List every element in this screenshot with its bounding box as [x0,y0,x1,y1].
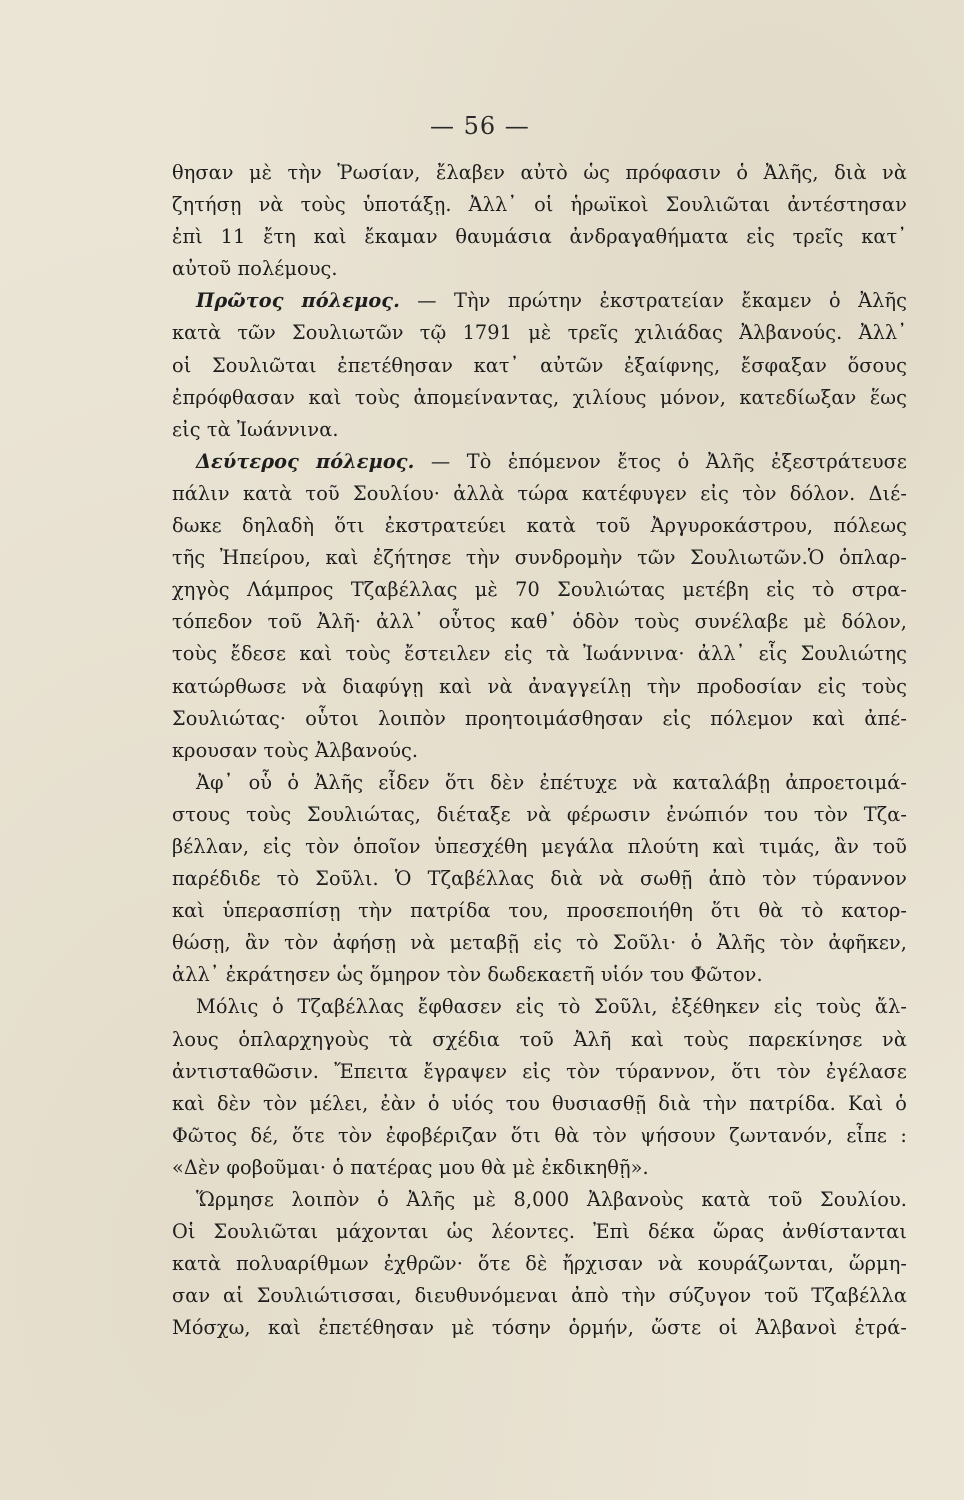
section-heading-second-war: Δεύτερος πόλεμος. [196,449,415,473]
text-line: Φῶτος δέ, ὅτε τὸν ἐφοβέριζαν ὅτι θὰ τὸν ψήσουν ζωντανόν, εἶπε : [172,1123,907,1147]
page-number: — 56 — [430,112,530,140]
text-line: χηγὸς Λάμπρος Τζαβέλλας μὲ 70 Σουλιώτας μετέβη εἰς τὸ στρα- [172,578,907,602]
text-line: στους τοὺς Σουλιώτας, διέταξε νὰ φέρωσιν ἐνώπιόν του τὸν Τζα- [172,802,907,826]
text-line: πάλιν κατὰ τοῦ Σουλίου· ἀλλὰ τώρα κατέφυγεν εἰς τὸν δόλον. Διέ- [172,481,907,505]
text-line: Οἱ Σουλιῶται μάχονται ὡς λέοντες. Ἐπὶ δέκα ὥρας ἀνθίστανται [172,1220,907,1244]
text-line: αὐτοῦ πολέμους. [172,257,338,281]
text-line: Σουλιώτας· οὗτοι λοιπὸν προητοιμάσθησαν εἰς πόλεμον καὶ ἀπέ- [172,706,907,730]
text-line: τῆς Ἠπείρου, καὶ ἐζήτησε τὴν συνδρομὴν τῶν Σουλιωτῶν.Ὁ ὁπλαρ- [172,546,907,570]
text-line: Μόσχω, καὶ ἐπετέθησαν μὲ τόσην ὁρμήν, ὥστε οἱ Ἀλβανοὶ ἐτρά- [172,1316,907,1340]
text-line: Ἀφ᾽ οὗ ὁ Ἀλῆς εἶδεν ὅτι δὲν ἐπέτυχε νὰ καταλάβῃ ἀπροετοιμά- [196,770,907,794]
text-line: ἐπρόφθασαν καὶ τοὺς ἀπομείναντας, χιλίους μόνον, κατεδίωξαν ἕως [172,385,907,409]
body-text [172,157,907,1344]
text-line: βέλλαν, εἰς τὸν ὁποῖον ὑπεσχέθη μεγάλα πλούτη καὶ τιμάς, ἂν τοῦ [172,834,907,858]
text-line: Πρῶτος πόλεμος. — Τὴν πρώτην ἐκστρατείαν ἔκαμεν ὁ Ἀλῆς [196,289,907,313]
text-line: ἀντισταθῶσιν. Ἔπειτα ἔγραψεν εἰς τὸν τύραννον, ὅτι τὸν ἐγέλασε [172,1059,907,1083]
text-line: ἐπὶ 11 ἔτη καὶ ἔκαμαν θαυμάσια ἀνδραγαθήματα εἰς τρεῖς κατ᾽ [172,225,907,249]
text-line: Μόλις ὁ Τζαβέλλας ἔφθασεν εἰς τὸ Σοῦλι, ἐξέθηκεν εἰς τοὺς ἄλ- [196,995,907,1019]
text-line: θησαν μὲ τὴν Ῥωσίαν, ἔλαβεν αὐτὸ ὡς πρόφασιν ὁ Ἀλῆς, διὰ νὰ [172,161,907,184]
text-line: τοὺς ἔδεσε καὶ τοὺς ἔστειλεν εἰς τὰ Ἰωάννινα· ἀλλ᾽ εἷς Σουλιώτης [172,642,907,666]
text-line: οἱ Σουλιῶται ἐπετέθησαν κατ᾽ αὐτῶν ἐξαίφνης, ἔσφαξαν ὅσους [172,353,907,377]
text-line: καὶ ὑπερασπίσῃ τὴν πατρίδα του, προσεποιήθη ὅτι θὰ τὸ κατορ- [172,899,907,923]
text-line: κατὰ πολυαρίθμων ἐχθρῶν· ὅτε δὲ ἤρχισαν νὰ κουράζωνται, ὥρμη- [172,1252,907,1276]
text-line: δωκε δηλαδὴ ὅτι ἐκστρατεύει κατὰ τοῦ Ἀργυροκάστρου, πόλεως [172,514,907,538]
text-line: κατὰ τῶν Σουλιωτῶν τῷ 1791 μὲ τρεῖς χιλιάδας Ἀλβανούς. Ἀλλ᾽ [172,321,907,345]
text-line: καὶ δὲν τὸν μέλει, ἐὰν ὁ υἱός του θυσιασθῇ διὰ τὴν πατρίδα. Καὶ ὁ [172,1091,907,1115]
text-line: θώσῃ, ἂν τὸν ἀφήσῃ νὰ μεταβῇ εἰς τὸ Σοῦλι· ὁ Ἀλῆς τὸν ἀφῆκεν, [172,931,907,955]
text-line: Δεύτερος πόλεμος. — Τὸ ἑπόμενον ἔτος ὁ Ἀλῆς ἐξεστράτευσε [196,449,907,473]
text-line: Ὥρμησε λοιπὸν ὁ Ἀλῆς μὲ 8,000 Ἀλβανοὺς κατὰ τοῦ Σουλίου. [196,1188,907,1211]
text-line: παρέδιδε τὸ Σοῦλι. Ὁ Τζαβέλλας διὰ νὰ σωθῇ ἀπὸ τὸν τύραννον [172,867,907,891]
text-line: σαν αἱ Σουλιώτισσαι, διευθυνόμεναι ἀπὸ τὴν σύζυγον τοῦ Τζαβέλλα [172,1284,907,1308]
text-line: ἀλλ᾽ ἐκράτησεν ὡς ὅμηρον τὸν δωδεκαετῆ υἱόν του Φῶτον. [172,963,763,987]
section-heading-first-war: Πρῶτος πόλεμος. [196,289,400,313]
text-line: κρουσαν τοὺς Ἀλβανούς. [172,738,419,762]
text-line: ζητήσῃ νὰ τοὺς ὑποτάξῃ. Ἀλλ᾽ οἱ ἡρωϊκοὶ Σουλιῶται ἀντέστησαν [172,193,907,217]
text-line: «Δὲν φοβοῦμαι· ὁ πατέρας μου θὰ μὲ ἐκδικηθῇ». [172,1155,649,1179]
text-line: κατώρθωσε νὰ διαφύγῃ καὶ νὰ ἀναγγείλῃ τὴν προδοσίαν εἰς τοὺς [172,674,907,698]
text-line: λους ὁπλαρχηγοὺς τὰ σχέδια τοῦ Ἀλῆ καὶ τοὺς παρεκίνησε νὰ [172,1027,907,1051]
text-line: τόπεδον τοῦ Ἀλῆ· ἀλλ᾽ οὗτος καθ᾽ ὁδὸν τοὺς συνέλαβε μὲ δόλον, [172,610,907,634]
text-line: εἰς τὰ Ἰωάννινα. [172,417,339,441]
